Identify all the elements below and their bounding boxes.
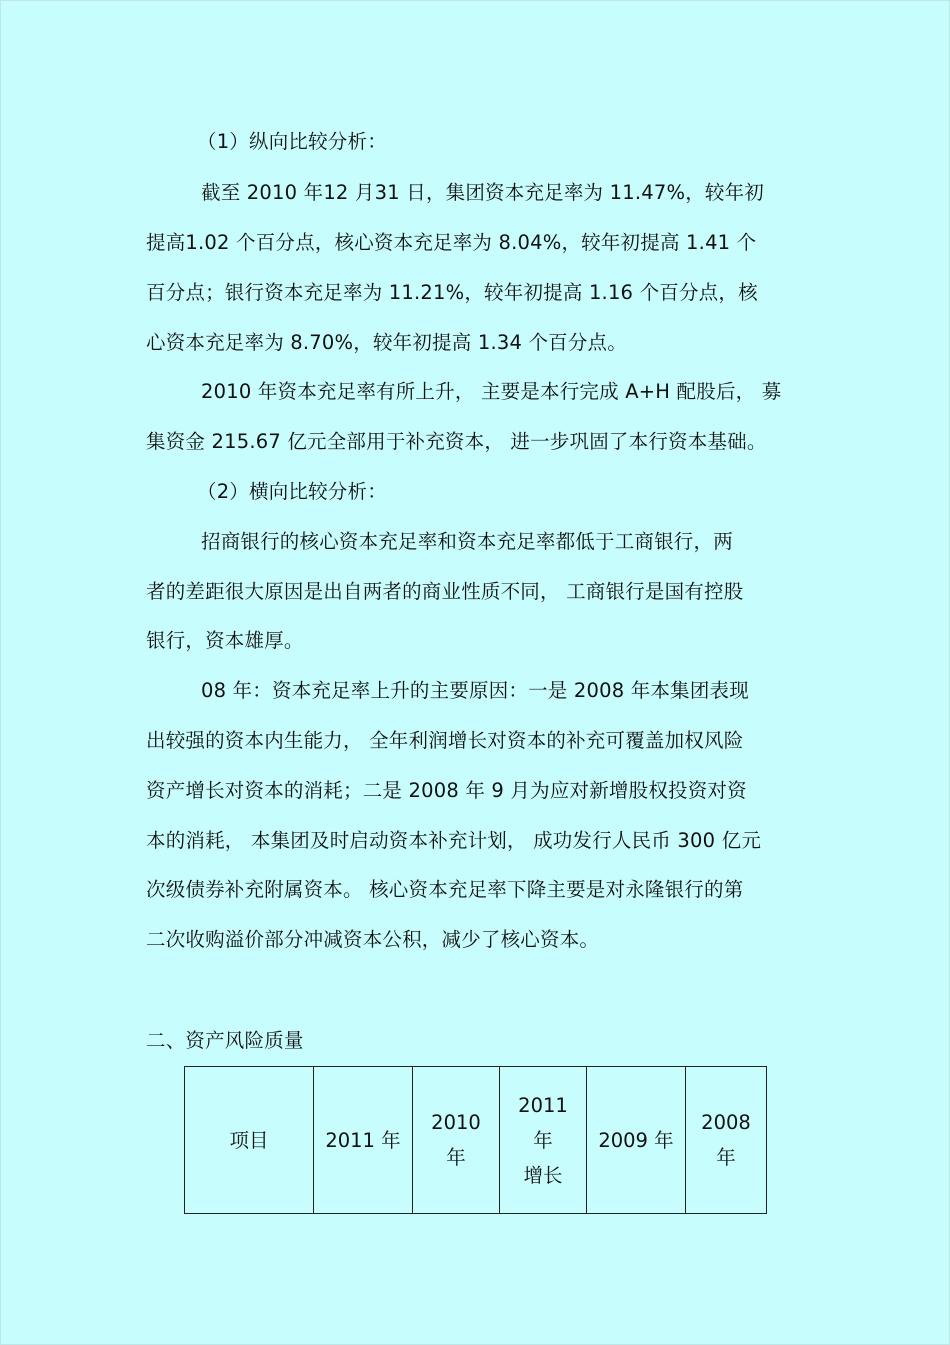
paragraph-line: 二次收购溢价部分冲减资本公积，减少了核心资本。 — [146, 928, 600, 951]
table-header-2009: 2009 年 — [587, 1067, 686, 1214]
table-header-2010: 2010 年 — [413, 1067, 500, 1214]
paragraph-line: 次级债券补充附属资本。 核心资本充足率下降主要是对永隆银行的第 — [146, 878, 744, 901]
paragraph-line: 08 年：资本充足率上升的主要原因：一是 2008 年本集团表现 — [201, 679, 749, 702]
paragraph-line: 心资本充足率为 8.70%，较年初提高 1.34 个百分点。 — [146, 331, 627, 354]
paragraph-line: 资产增长对资本的消耗；二是 2008 年 9 月为应对新增股权投资对资 — [146, 779, 747, 802]
paragraph-line: 截至 2010 年12 月31 日，集团资本充足率为 11.47%，较年初 — [201, 181, 764, 204]
asset-risk-table — [184, 1066, 767, 1214]
table-header-2008: 2008 年 — [686, 1067, 767, 1214]
paragraph-line: 百分点；银行资本充足率为 11.21%，较年初提高 1.16 个百分点，核 — [146, 281, 758, 304]
paragraph-line: 集资金 215.67 亿元全部用于补充资本， 进一步巩固了本行资本基础。 — [146, 430, 767, 453]
table-header-2011: 2011 年 — [314, 1067, 413, 1214]
paragraph-line: 提高1.02 个百分点，核心资本充足率为 8.04%，较年初提高 1.41 个 — [146, 231, 757, 254]
paragraph-line: 本的消耗， 本集团及时启动资本补充计划， 成功发行人民币 300 亿元 — [146, 829, 762, 852]
section-title: 二、资产风险质量 — [146, 1029, 304, 1052]
paragraph-line: 出较强的资本内生能力， 全年利润增长对资本的补充可覆盖加权风险 — [146, 729, 744, 752]
table-header-2011-growth: 2011 年 增长 — [500, 1067, 587, 1214]
paragraph-line: 银行，资本雄厚。 — [146, 629, 304, 652]
table-header-item: 项目 — [185, 1067, 314, 1214]
table-header-row — [185, 1067, 767, 1214]
paragraph-line: 者的差距很大原因是出自两者的商业性质不同， 工商银行是国有控股 — [146, 580, 744, 603]
paragraph-line: 招商银行的核心资本充足率和资本充足率都低于工商银行，两 — [201, 530, 733, 553]
horizontal-analysis-heading: （2）横向比较分析： — [197, 480, 387, 503]
vertical-analysis-heading: （1）纵向比较分析： — [197, 130, 387, 153]
paragraph-line: 2010 年资本充足率有所上升， 主要是本行完成 A+H 配股后， 募 — [201, 380, 782, 403]
